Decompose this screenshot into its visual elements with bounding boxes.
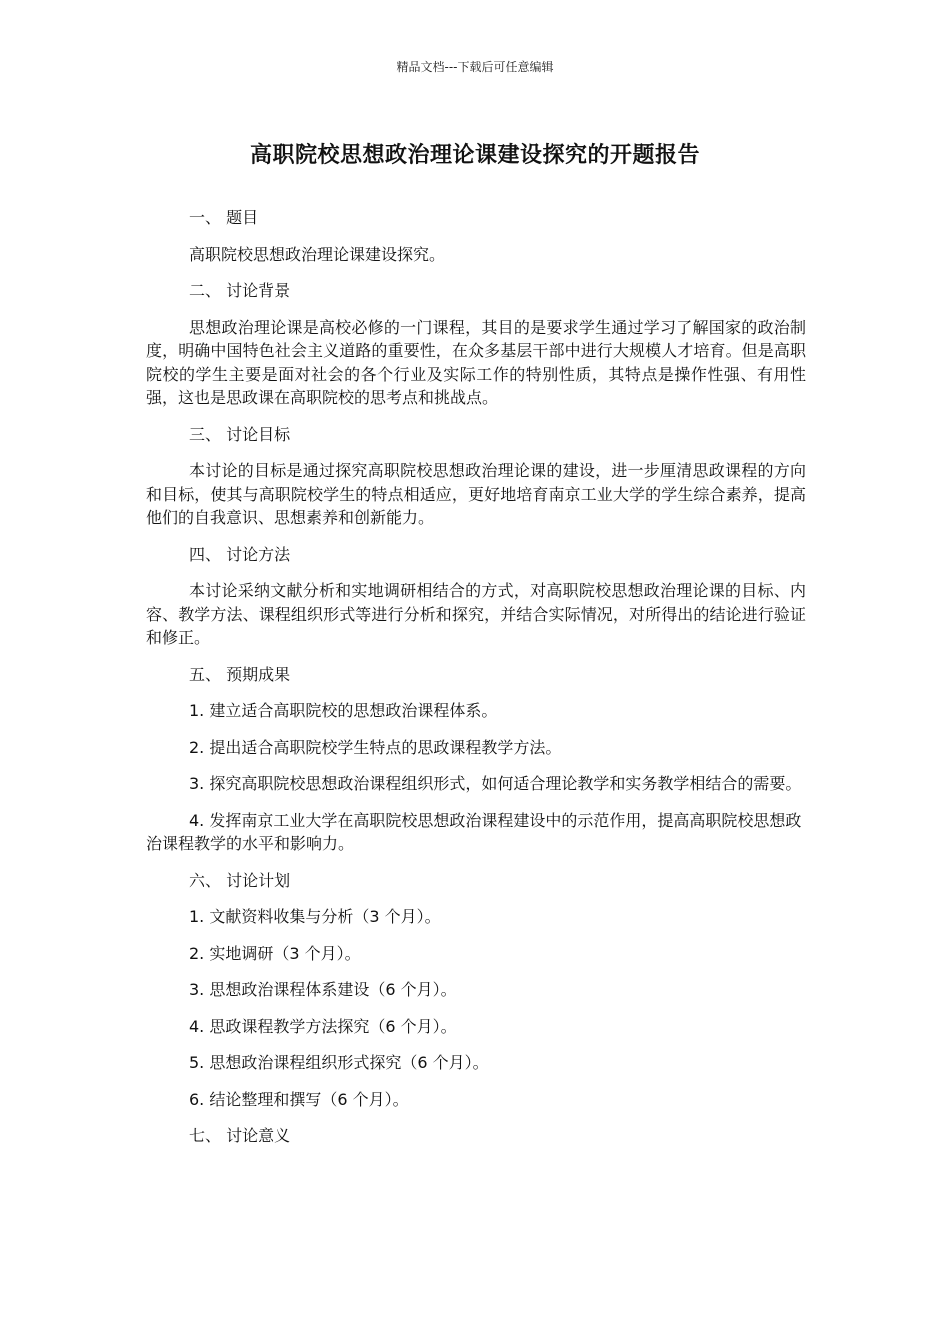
section-heading-background: 二、 讨论背景 — [189, 281, 291, 300]
section-heading-significance: 七、 讨论意义 — [189, 1126, 291, 1145]
section-heading-goal: 三、 讨论目标 — [189, 424, 291, 444]
list-item: 3. 思想政治课程体系建设（6 个月）。 — [189, 980, 457, 999]
document-title: 高职院校思想政治理论课建设探究的开题报告 — [249, 143, 700, 168]
list-item: 6. 结论整理和撰写（6 个月）。 — [189, 1089, 409, 1109]
section-heading-outcomes: 五、 预期成果 — [189, 664, 291, 684]
list-item: 1. 文献资料收集与分析（3 个月）。 — [189, 907, 441, 926]
list-item: 4. 思政课程教学方法探究（6 个月）。 — [189, 1016, 457, 1036]
section-paragraph-background: 思想政治理论课是高校必修的一门课程，其目的是要求学生通过学习了解国家的政治制度，明确中国特色社会主义道路的重要性，在众多基层干部中进行大规模人才培育。但是高职院校的学生主要是面对社会的各个行业及实际工作的特别性质，其特点是操作性强、有用性强，这也是思政课在高职院校的思考点和挑战点。 — [146, 317, 806, 407]
section-paragraph-topic: 高职院校思想政治理论课建设探究。 — [189, 244, 446, 264]
list-item: 2. 实地调研（3 个月）。 — [189, 943, 361, 963]
list-item: 3. 探究高职院校思想政治课程组织形式，如何适合理论教学和实务教学相结合的需要。 — [189, 774, 802, 793]
document-body — [146, 206, 806, 1161]
page-header: 精品文档---下载后可任意编辑 — [396, 60, 554, 74]
section-heading-plan: 六、 讨论计划 — [189, 870, 291, 890]
list-item: 4. 发挥南京工业大学在高职院校思想政治课程建设中的示范作用，提高高职院校思想政治课程教学的水平和影响力。 — [146, 810, 802, 853]
section-heading-method: 四、 讨论方法 — [189, 544, 291, 564]
list-item: 5. 思想政治课程组织形式探究（6 个月）。 — [189, 1053, 489, 1072]
list-item: 1. 建立适合高职院校的思想政治课程体系。 — [189, 701, 498, 720]
section-paragraph-method: 本讨论采纳文献分析和实地调研相结合的方式，对高职院校思想政治理论课的目标、内容、教学方法、课程组织形式等进行分析和探究，并结合实际情况，对所得出的结论进行验证和修正。 — [146, 581, 806, 647]
list-item: 2. 提出适合高职院校学生特点的思政课程教学方法。 — [189, 737, 562, 757]
section-heading-topic: 一、 题目 — [189, 208, 259, 227]
section-paragraph-goal: 本讨论的目标是通过探究高职院校思想政治理论课的建设，进一步厘清思政课程的方向和目标，使其与高职院校学生的特点相适应，更好地培育南京工业大学的学生综合素养，提高他们的自我意识、思想素养和创新能力。 — [146, 461, 806, 527]
